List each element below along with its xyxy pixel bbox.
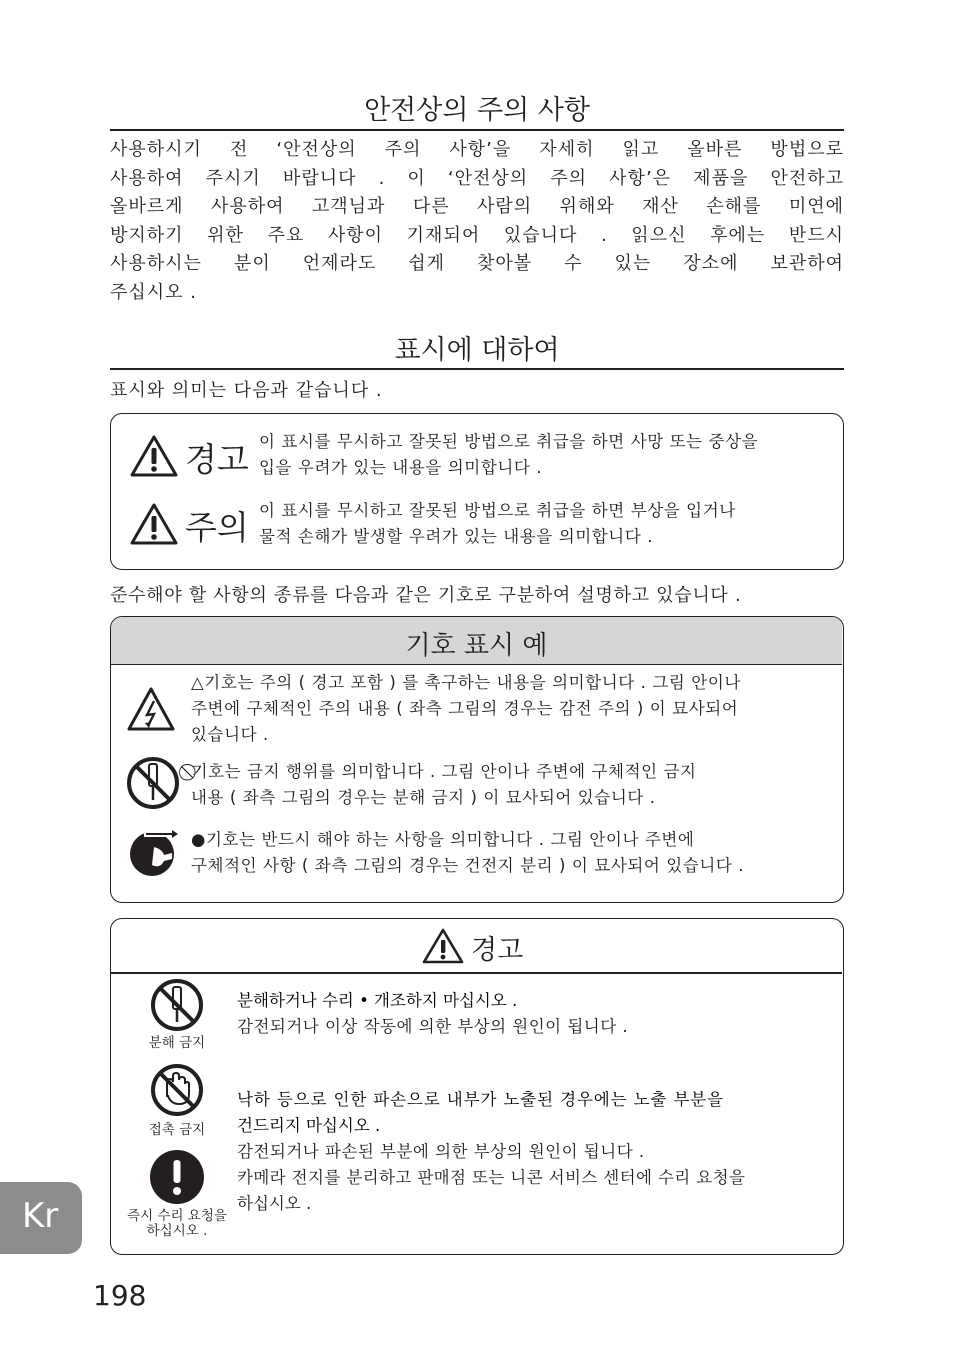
signal-word-box — [110, 413, 844, 570]
description-line: 주변에 구체적인 주의 내용 ( 좌측 그림의 경우는 감전 주의 ) 이 묘사되어 — [191, 699, 739, 718]
warning-item-exposed-parts — [237, 1087, 833, 1217]
remove-battery-icon — [128, 827, 180, 877]
paragraph-line: 방지하기 위한 주요 사항이 기재되어 있습니다 . 읽으신 후에는 반드시 — [110, 224, 844, 246]
no-disassembly-label: 분해 금지 — [148, 1035, 206, 1051]
section-title-safety: 안전상의 주의 사항 — [364, 95, 590, 126]
paragraph-line: 주십시오 . — [110, 281, 197, 303]
item-body: 감전되거나 이상 작동에 의한 부상의 원인이 됩니다 . — [237, 1017, 629, 1036]
warning-item-disassembly — [237, 988, 833, 1040]
section-title-symbols: 표시에 대하여 — [394, 335, 560, 366]
classification-note: 준수해야 할 사항의 종류를 다음과 같은 기호로 구분하여 설명하고 있습니다 . — [110, 585, 742, 606]
item-body: 감전되거나 파손된 부분에 의한 부상의 원인이 됩니다 . — [237, 1142, 645, 1161]
caution-label: 주의 — [185, 508, 249, 547]
item-heading: 낙하 등으로 인한 파손으로 내부가 노출된 경우에는 노출 부분을 — [237, 1090, 724, 1109]
electric-shock-warning-icon — [126, 686, 176, 732]
page-number: 198 — [93, 1279, 147, 1312]
request-repair-label — [114, 1209, 240, 1239]
prohibition-symbol-description — [191, 759, 831, 811]
item-body: 카메라 전지를 분리하고 판매점 또는 니콘 서비스 센터에 수리 요청을 — [237, 1168, 746, 1187]
mandatory-action-icon — [149, 1149, 205, 1205]
definition-line: 이 표시를 무시하고 잘못된 방법으로 취급을 하면 부상을 입거나 — [259, 501, 736, 520]
description-line: 구체적인 사항 ( 좌측 그림의 경우는 건전지 분리 ) 이 묘사되어 있습니다 . — [191, 856, 745, 875]
definition-line: 이 표시를 무시하고 잘못된 방법으로 취급을 하면 사망 또는 중상을 — [259, 432, 759, 451]
item-body: 하십시오 . — [237, 1194, 312, 1213]
label-line: 하십시오 . — [146, 1223, 208, 1239]
caution-triangle-icon — [129, 502, 179, 546]
no-touch-icon — [149, 1062, 205, 1118]
description-line: △기호는 주의 ( 경고 포함 ) 를 촉구하는 내용을 의미합니다 . 그림 안이나 — [191, 673, 741, 692]
warning-box — [110, 918, 844, 1255]
warning-label: 경고 — [185, 440, 249, 479]
description-line: ●기호는 반드시 해야 하는 사항을 의미합니다 . 그림 안이나 주변에 — [191, 830, 695, 849]
paragraph-line: 올바르게 사용하여 고객님과 다른 사람의 위해와 재산 손해를 미연에 — [110, 196, 844, 217]
paragraph-line: 사용하시는 분이 언제라도 쉽게 찾아볼 수 있는 장소에 보관하여 — [110, 253, 844, 274]
definition-line: 물적 손해가 발생할 우려가 있는 내용을 의미합니다 . — [259, 527, 654, 546]
title-divider — [110, 129, 844, 131]
triangle-symbol-description — [191, 670, 831, 748]
language-tab-label: Kr — [22, 1196, 59, 1236]
no-disassembly-icon — [126, 756, 180, 810]
safety-intro-paragraph — [110, 136, 844, 307]
warning-triangle-icon — [421, 927, 465, 965]
warning-header-divider — [111, 972, 842, 974]
item-heading: 분해하거나 수리 • 개조하지 마십시오 . — [237, 991, 518, 1010]
description-line: ⃠기호는 금지 행위를 의미합니다 . 그림 안이나 주변에 구체적인 금지 — [191, 762, 697, 781]
no-disassembly-icon — [149, 977, 205, 1033]
caution-definition — [259, 498, 831, 550]
item-heading: 건드리지 마십시오 . — [237, 1116, 381, 1135]
warning-definition — [259, 429, 831, 481]
no-touch-label: 접촉 금지 — [148, 1122, 206, 1138]
symbol-examples-box — [110, 616, 844, 903]
symbols-intro: 표시와 의미는 다음과 같습니다 . — [110, 380, 383, 401]
description-line: 있습니다 . — [191, 725, 269, 744]
paragraph-line: 사용하시기 전 ‘안전상의 주의 사항’을 자세히 읽고 올바른 방법으로 — [110, 139, 844, 160]
warning-triangle-icon — [129, 434, 179, 478]
description-line: 내용 ( 좌측 그림의 경우는 분해 금지 ) 이 묘사되어 있습니다 . — [191, 788, 656, 807]
paragraph-line: 사용하여 주시기 바랍니다 . 이 ‘안전상의 주의 사항’은 제품을 안전하고 — [110, 167, 844, 189]
warning-box-title: 경고 — [471, 935, 524, 966]
definition-line: 입을 우려가 있는 내용을 의미합니다 . — [259, 458, 543, 477]
label-line: 즉시 수리 요청을 — [127, 1208, 227, 1224]
title-divider — [110, 368, 844, 370]
symbol-examples-title: 기호 표시 예 — [405, 631, 548, 661]
language-tab — [0, 1182, 82, 1254]
mandatory-symbol-description — [191, 827, 831, 879]
